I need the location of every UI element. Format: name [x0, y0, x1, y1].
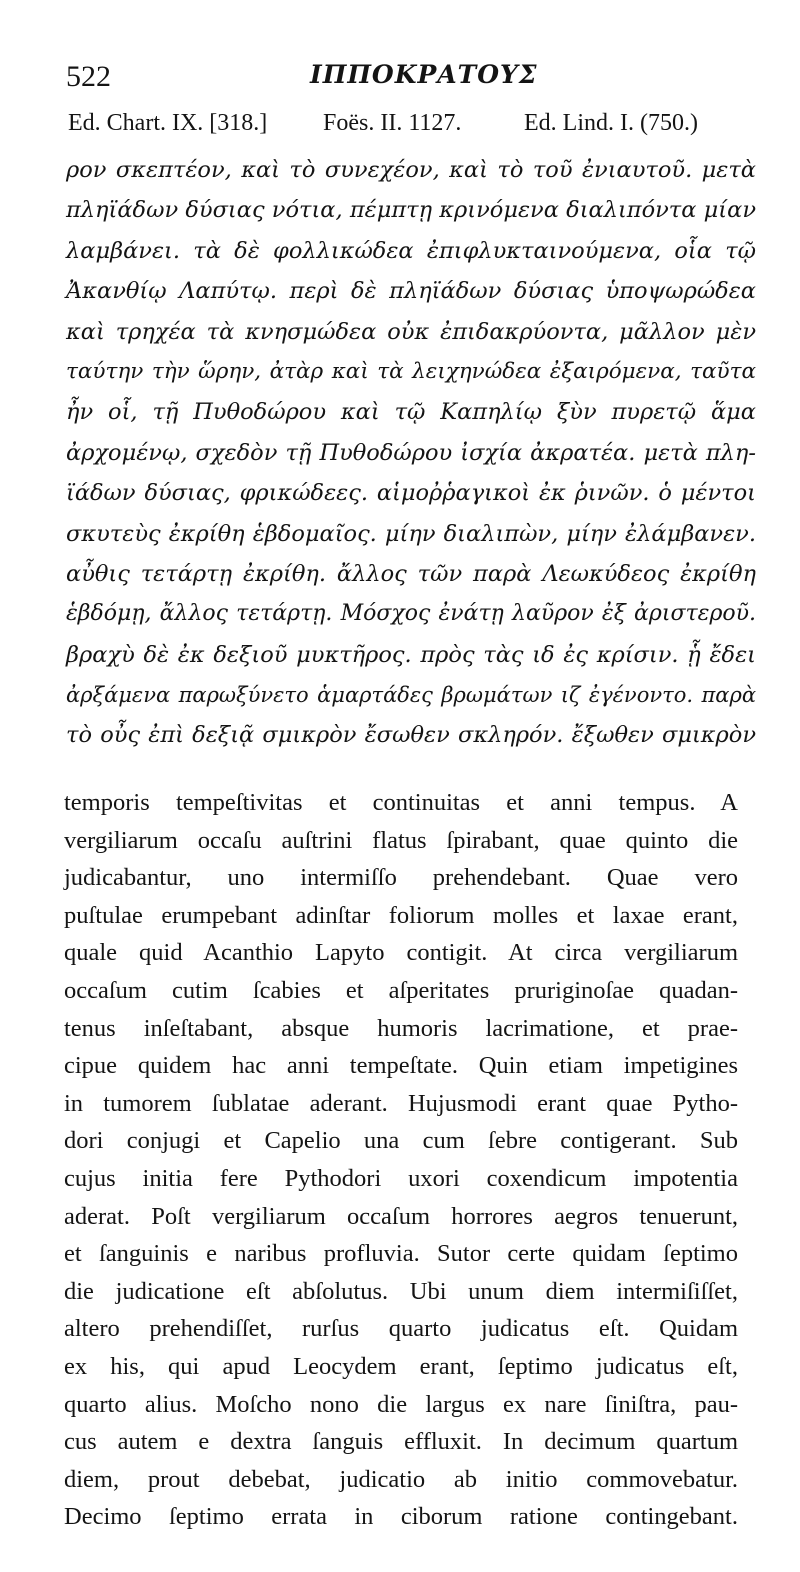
running-title: ΙΠΠΟΚΡΑΤΟΥΣ: [310, 60, 538, 89]
latin-line: Decimo ſeptimo errata in ciborum ratione contingebant.: [64, 1503, 738, 1531]
latin-line: dori conjugi et Capelio una cum ſebre contigerant. Sub: [64, 1127, 738, 1155]
latin-line: aderat. Poſt vergiliarum occaſum horrores aegros tenuerunt,: [64, 1202, 738, 1230]
greek-line: ρον σκεπτέον, καὶ τὸ συνεχέον, καὶ τὸ τοῦ ἐνιαυτοῦ. μετὰ: [66, 157, 756, 183]
greek-line: ταύτην τὴν ὥρην, ἀτὰρ καὶ τὰ λειχηνώδεα ἐξαιρόμενα, ταῦτα: [66, 358, 756, 384]
edition-chartier: Ed. Chart. IX. [318.]: [68, 110, 268, 136]
greek-line: ἀρξάμενα παρωξύνετο ἁμαρτάδες βρωμάτων ιζ ἐγένοντο. παρὰ: [66, 683, 756, 708]
greek-line: ἦν οἷ, τῇ Πυθοδώρου καὶ τῷ Καπηλίῳ ξὺν πυρετῷ ἅμα: [66, 399, 756, 426]
greek-line: τὸ οὖς ἐπὶ δεξιᾷ σμικρὸν ἔσωθεν σκληρόν. ἔξωθεν σμικρὸν: [66, 722, 756, 749]
greek-line: Ἀκανθίῳ Λαπύτῳ. περὶ δὲ πληϊάδων δύσιας ὑποψωρώδεα: [66, 278, 756, 305]
latin-line: vergiliarum occaſu auſtrini flatus ſpirabant, quae quinto die: [64, 826, 738, 854]
latin-line: cipue quidem hac anni tempeſtate. Quin etiam impetigines: [64, 1052, 738, 1080]
latin-line: puſtulae erumpebant adinſtar foliorum molles et laxae erant,: [64, 901, 738, 929]
latin-line: cujus initia fere Pythodori uxori coxendicum impotentia: [64, 1164, 738, 1192]
greek-line: ἀρχομένῳ, σχεδὸν τῇ Πυθοδώρου ἰσχία ἀκρατέα. μετὰ πλη-: [66, 439, 756, 466]
greek-line: πληϊάδων δύσιας νότια, πέμπτῃ κρινόμενα διαλιπόντα μίαν: [66, 197, 756, 224]
latin-line: ex his, qui apud Leocydem erant, ſeptimo judicatus eſt,: [64, 1352, 738, 1380]
latin-line: quarto alius. Moſcho nono die largus ex nare ſiniſtra, pau-: [64, 1390, 738, 1418]
latin-line: judicabantur, uno intermiſſo prehendebant. Quae vero: [64, 864, 738, 892]
latin-line: die judicatione eſt abſolutus. Ubi unum diem intermiſiſſet,: [64, 1277, 738, 1305]
greek-line: βραχὺ δὲ ἐκ δεξιοῦ μυκτῆρος. πρὸς τὰς ιδ ἐς κρίσιν. ᾗ ἔδει: [66, 641, 756, 668]
latin-line: diem, prout debebat, judicatio ab initio commovebatur.: [64, 1465, 738, 1493]
latin-line: in tumorem ſublatae aderant. Hujusmodi erant quae Pytho-: [64, 1089, 738, 1117]
latin-line: et ſanguinis e naribus profluvia. Sutor certe quidam ſeptimo: [64, 1240, 738, 1268]
latin-line: temporis tempeſtivitas et continuitas et anni tempus. A: [64, 789, 738, 816]
greek-line: ἑβδόμῃ, ἄλλος τετάρτῃ. Μόσχος ἐνάτῃ λαῦρον ἐξ ἀριστεροῦ.: [66, 601, 756, 627]
page-header: [66, 60, 746, 100]
edition-foes: Foës. II. 1127.: [323, 110, 462, 136]
greek-line: σκυτεὺς ἐκρίθη ἑβδομαῖος. μίην διαλιπὼν, μίην ἐλάμβανεν.: [66, 520, 756, 547]
latin-line: cus autem e dextra ſanguis effluxit. In decimum quartum: [64, 1428, 738, 1456]
latin-line: quale quid Acanthio Lapyto contigit. At circa vergiliarum: [64, 939, 738, 967]
greek-line: ϊάδων δύσιας, φρικώδεες. αἱμοῤῥαγικοὶ ἐκ ῥινῶν. ὁ μέντοι: [66, 480, 756, 507]
page-number: 522: [66, 60, 111, 93]
greek-text: [66, 150, 756, 756]
edition-linden: Ed. Lind. I. (750.): [524, 110, 698, 136]
latin-line: occaſum cutim ſcabies et aſperitates pruriginoſae quadan-: [64, 976, 738, 1004]
greek-line: καὶ τρηχέα τὰ κνησμώδεα οὐκ ἐπιδακρύοντα, μᾶλλον μὲν: [66, 318, 756, 345]
latin-line: tenus inſeſtabant, absque humoris lacrimatione, et prae-: [64, 1014, 738, 1042]
greek-line: λαμβάνει. τὰ δὲ φολλικώδεα ἐπιφλυκταινούμενα, οἷα τῷ: [66, 237, 756, 264]
greek-line: αὖθις τετάρτῃ ἐκρίθη. ἄλλος τῶν παρὰ Λεωκύδεος ἐκρίθη: [66, 560, 756, 587]
latin-line: altero prehendiſſet, rurſus quarto judicatus eſt. Quidam: [64, 1315, 738, 1343]
latin-translation: [64, 784, 738, 1536]
